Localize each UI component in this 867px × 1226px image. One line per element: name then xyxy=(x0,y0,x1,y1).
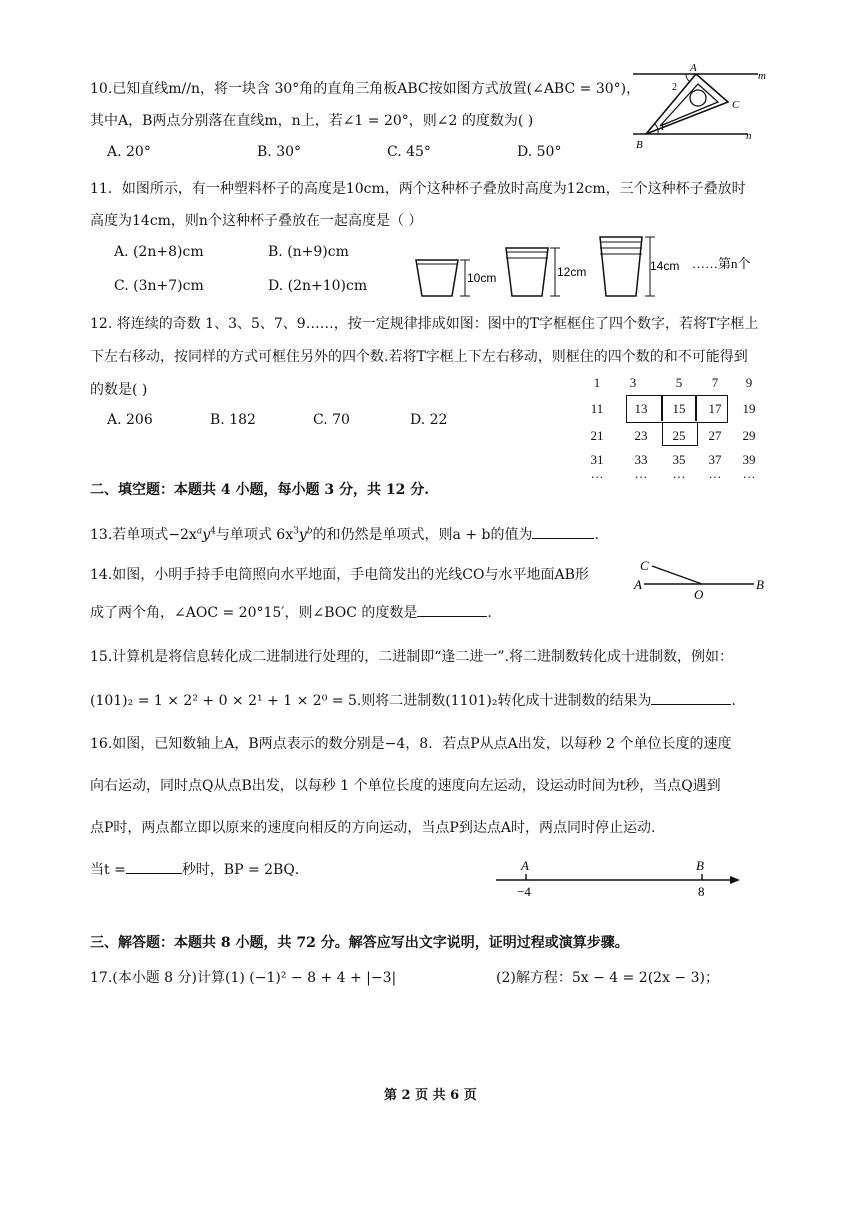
q16-number-line xyxy=(492,852,748,902)
q13-part: 的和仍然是单项式，则a + b的值为 xyxy=(312,527,533,543)
q17-part2: (2)解方程：5x − 4 = 2(2x − 3)； xyxy=(496,970,719,986)
grid-cell: 25 xyxy=(672,428,686,443)
q11-option-c: C. (3n+7)cm xyxy=(114,278,204,294)
grid-cell: … xyxy=(634,466,648,481)
q16-line1: 16.如图，已知数轴上A，B两点表示的数分别是−4，8．若点P从点A出发，以每秒 2 个单位长度的速度 xyxy=(90,736,732,752)
grid-cell: 7 xyxy=(711,375,719,390)
q14-end: . xyxy=(487,605,492,621)
q11-line1: 11．如图所示，有一种塑料杯子的高度是10cm，两个这种杯子叠放时高度为12cm，三个这种杯子叠放时 xyxy=(90,181,746,197)
q13-text xyxy=(90,524,599,544)
q15-line2-wrap xyxy=(90,690,736,710)
q16-answer-blank[interactable] xyxy=(126,873,182,874)
q14-label-a: A xyxy=(634,577,642,592)
q14-line2-wrap xyxy=(90,602,492,622)
grid-cell: 23 xyxy=(634,428,648,443)
grid-cell: 37 xyxy=(708,452,722,467)
q10-option-b: B. 30° xyxy=(257,144,302,160)
q17-part1: 17.(本小题 8 分)计算(1) (−1)² − 8 + 4 + |−3| xyxy=(90,970,397,986)
q12-option-a: A. 206 xyxy=(107,412,153,428)
q11-nth-label: ……第n个 xyxy=(692,256,751,271)
q10-label-n: n xyxy=(746,130,752,142)
q13-sup: 3 xyxy=(293,526,299,537)
q11-cups-figure xyxy=(410,232,770,302)
t-frame-divider xyxy=(695,395,697,421)
page-footer: 第 2 页 共 6 页 xyxy=(384,1088,477,1103)
q10-label-a: A xyxy=(690,62,697,74)
grid-cell: 13 xyxy=(634,401,648,416)
q11-height-1: 10cm xyxy=(467,271,497,285)
q13-part: y xyxy=(202,527,211,543)
q12-option-b: B. 182 xyxy=(210,412,256,428)
q13-part: y xyxy=(298,527,307,543)
q13-sup: a xyxy=(196,526,203,537)
q13-sup: 4 xyxy=(210,526,216,537)
q13-part: 13.若单项式−2x xyxy=(90,527,197,543)
q11-option-a: A. (2n+8)cm xyxy=(114,244,204,260)
q13-end: . xyxy=(594,527,599,543)
q14-line2: 成了两个角，∠AOC = 20°15′，则∠BOC 的度数是 xyxy=(90,605,418,621)
q11-option-b: B. (n+9)cm xyxy=(268,244,349,260)
grid-cell: 17 xyxy=(708,401,722,416)
q10-label-angle2: 2 xyxy=(672,82,677,93)
grid-cell: … xyxy=(672,466,686,481)
grid-cell: 1 xyxy=(593,375,601,390)
q12-line3: 的数是( ) xyxy=(90,382,148,398)
q14-line1: 14.如图，小明手持手电筒照向水平地面，手电筒发出的光线CO与水平地面AB形 xyxy=(90,567,589,583)
q11-option-d: D. (2n+10)cm xyxy=(268,278,368,294)
section3-heading: 三、解答题：本题共 8 小题，共 72 分。解答应写出文字说明，证明过程或演算步骤。 xyxy=(90,935,629,951)
q12-option-c: C. 70 xyxy=(313,412,350,428)
q16-label-a: A xyxy=(521,858,529,873)
q10-label-m: m xyxy=(758,70,766,82)
q16-line4a: 当t = xyxy=(90,862,126,878)
q16-line2: 向右运动，同时点Q从点B出发，以每秒 1 个单位长度的速度向左运动，设运动时间为t秒，当点Q遇到 xyxy=(90,778,721,794)
grid-cell: 31 xyxy=(590,452,604,467)
q10-label-b: B xyxy=(636,139,643,151)
grid-cell: 29 xyxy=(742,428,756,443)
q10-option-a: A. 20° xyxy=(107,144,151,160)
q14-label-b: B xyxy=(756,577,764,592)
q10-line1: 10.已知直线m//n，将一块含 30°角的直角三角板ABC按如图方式放置(∠ABC = 30°)， xyxy=(90,81,641,97)
q15-end: . xyxy=(731,693,736,709)
q16-line3: 点P时，两点都立即以原来的速度向相反的方向运动，当点P到达点A时，两点同时停止运动. xyxy=(90,820,656,836)
grid-cell: 5 xyxy=(675,375,683,390)
q14-answer-blank[interactable] xyxy=(417,616,487,617)
q12-line2: 下左右移动，按同样的方式可框住另外的四个数.若将T字框上下左右移动，则框住的四个数的和不可能得到 xyxy=(90,349,748,365)
q13-part: 与单项式 6x xyxy=(215,527,294,543)
q16-value-a: −4 xyxy=(517,884,531,899)
q11-line2: 高度为14cm，则n个这种杯子叠放在一起高度是（ ） xyxy=(90,213,423,229)
q15-line1: 15.计算机是将信息转化成二进制进行处理的，二进制即“逢二进一”.将二进制数转化成十进制数，例如： xyxy=(90,649,734,665)
q16-value-b: 8 xyxy=(698,884,705,899)
grid-cell: 11 xyxy=(590,401,604,416)
grid-cell: … xyxy=(708,466,722,481)
q10-line2: 其中A，B两点分别落在直线m，n上，若∠1 = 20°，则∠2 的度数为( ) xyxy=(90,113,534,129)
q12-option-d: D. 22 xyxy=(410,412,448,428)
q14-label-c: C xyxy=(640,558,649,573)
q13-sup: b xyxy=(306,526,313,537)
q13-answer-blank[interactable] xyxy=(532,538,594,539)
grid-cell: 15 xyxy=(672,401,686,416)
q14-label-o: O xyxy=(694,587,704,600)
q10-label-angle1: 1 xyxy=(660,122,665,133)
section2-heading: 二、填空题：本题共 4 小题，每小题 3 分，共 12 分. xyxy=(90,482,430,498)
q16-line4b: 秒时，BP = 2BQ． xyxy=(181,862,309,878)
grid-cell: 39 xyxy=(742,452,756,467)
t-frame-divider xyxy=(661,395,663,421)
grid-cell: 19 xyxy=(742,401,756,416)
q16-line4-wrap xyxy=(90,859,309,879)
grid-cell: 35 xyxy=(672,452,686,467)
q10-option-d: D. 50° xyxy=(517,144,562,160)
grid-cell: 33 xyxy=(634,452,648,467)
grid-cell: … xyxy=(590,466,604,481)
q14-angle-figure xyxy=(632,556,772,600)
grid-cell: 9 xyxy=(745,375,753,390)
grid-cell: 3 xyxy=(629,375,637,390)
q11-height-2: 12cm xyxy=(557,265,587,279)
grid-cell: 21 xyxy=(590,428,604,443)
q10-triangle-figure xyxy=(628,62,768,152)
q15-answer-blank[interactable] xyxy=(651,704,731,705)
grid-cell: 27 xyxy=(708,428,722,443)
t-frame-top xyxy=(626,395,728,423)
q10-label-c: C xyxy=(732,99,740,111)
q10-option-c: C. 45° xyxy=(387,144,431,160)
q15-line2: (101)₂ = 1 × 2² + 0 × 2¹ + 1 × 2⁰ = 5.则将二进制数(1101)₂转化成十进制数的结果为 xyxy=(90,693,652,709)
q16-label-b: B xyxy=(696,858,704,873)
q12-line1: 12. 将连续的奇数 1、3、5、7、9……，按一定规律排成如图：图中的T字框框住了四个数字，若将T字框上 xyxy=(90,316,759,332)
q11-height-3: 14cm xyxy=(650,259,680,273)
t-frame-stem xyxy=(662,422,698,446)
grid-cell: … xyxy=(742,466,756,481)
q12-odd-number-grid xyxy=(582,372,782,482)
